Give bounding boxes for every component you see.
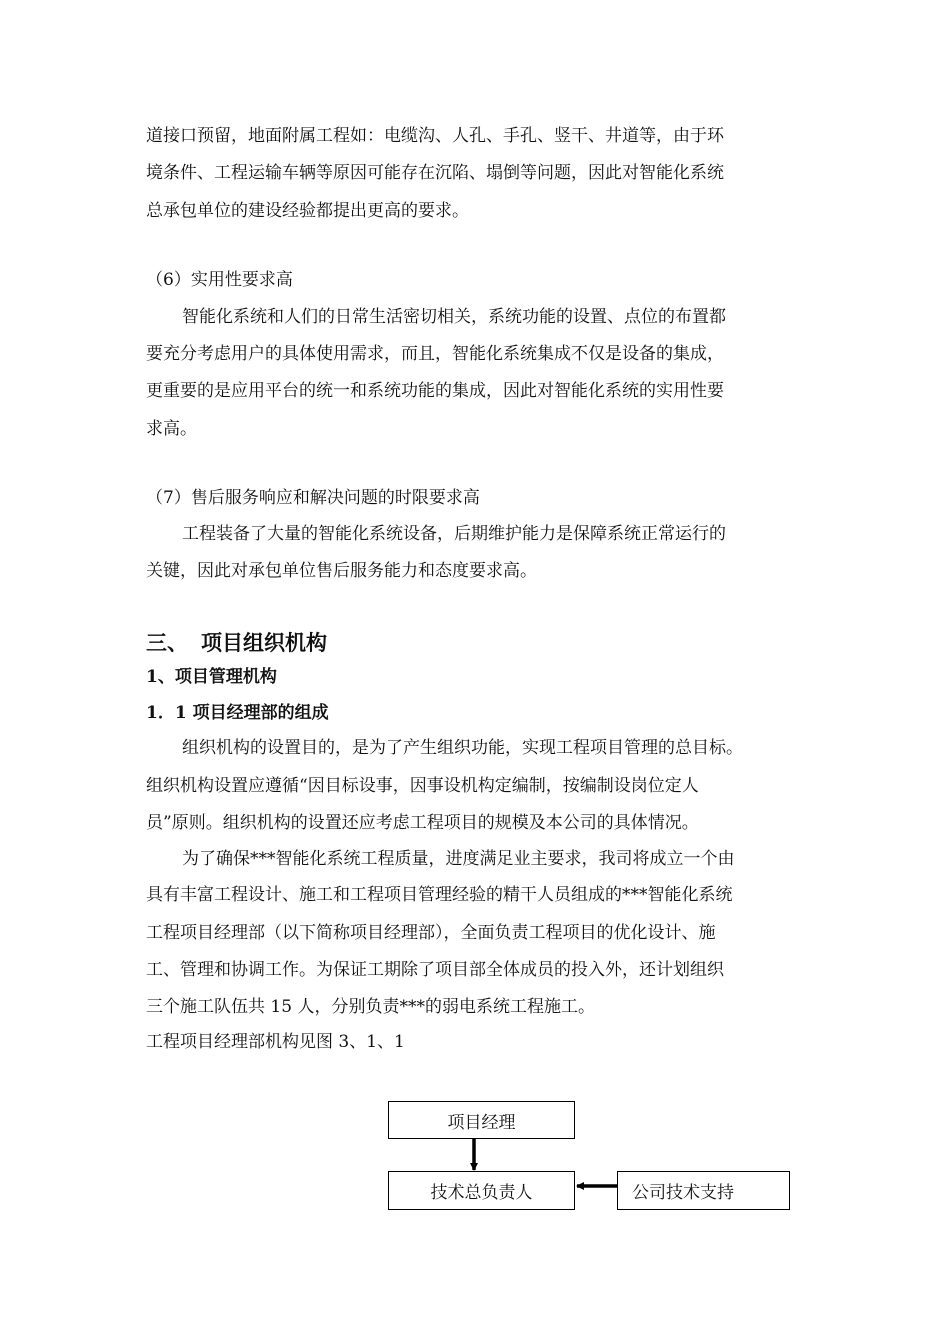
figure-reference: 工程项目经理部机构见图 3、1、1	[146, 1032, 405, 1052]
body-line: 智能化系统和人们的日常生活密切相关，系统功能的设置、点位的布置都	[182, 307, 726, 327]
subsubsection-heading: 1．1 项目经理部的组成	[146, 703, 329, 723]
body-line: 三个施工队伍共 15 人，分别负责***的弱电系统工程施工。	[146, 997, 595, 1017]
org-box-label: 技术总负责人	[430, 1183, 533, 1203]
chapter-title: 项目组织机构	[201, 630, 327, 655]
org-box-project-manager	[388, 1101, 575, 1139]
body-line: 道接口预留，地面附属工程如：电缆沟、人孔、手孔、竖干、井道等，由于环	[146, 126, 724, 146]
chapter-number: 三、	[146, 630, 188, 655]
body-line: 组织机构设置应遵循“因目标设事，因事设机构定编制，按编制设岗位定人	[146, 776, 699, 796]
body-line: 为了确保***智能化系统工程质量，进度满足业主要求，我司将成立一个由	[182, 849, 735, 869]
org-box-company-tech-support	[617, 1171, 790, 1210]
body-line: 关键，因此对承包单位售后服务能力和态度要求高。	[146, 561, 537, 581]
body-line: 具有丰富工程设计、施工和工程项目管理经验的精干人员组成的***智能化系统	[146, 885, 733, 905]
subsection-heading: 1、项目管理机构	[146, 667, 277, 687]
body-line: 境条件、工程运输车辆等原因可能存在沉陷、塌倒等问题，因此对智能化系统	[146, 163, 724, 183]
body-line: 组织机构的设置目的，是为了产生组织功能，实现工程项目管理的总目标。	[182, 738, 743, 758]
body-line: 要充分考虑用户的具体使用需求，而且，智能化系统集成不仅是设备的集成，	[146, 344, 724, 364]
org-box-label: 公司技术支持	[632, 1183, 734, 1203]
org-box-technical-lead	[388, 1171, 575, 1210]
body-line: 工程装备了大量的智能化系统设备，后期维护能力是保障系统正常运行的	[182, 524, 726, 544]
section-heading-6: （6）实用性要求高	[146, 270, 293, 290]
body-line: 求高。	[146, 419, 197, 439]
body-line: 工、管理和协调工作。为保证工期除了项目部全体成员的投入外，还计划组织	[146, 960, 724, 980]
org-box-label: 项目经理	[447, 1112, 516, 1133]
body-line: 总承包单位的建设经验都提出更高的要求。	[146, 201, 469, 221]
body-line: 工程项目经理部（以下简称项目经理部），全面负责工程项目的优化设计、施	[146, 923, 716, 943]
body-line: 更重要的是应用平台的统一和系统功能的集成，因此对智能化系统的实用性要	[146, 381, 724, 401]
body-line: 员”原则。组织机构的设置还应考虑工程项目的规模及本公司的具体情况。	[146, 813, 699, 833]
section-heading-7: （7）售后服务响应和解决问题的时限要求高	[146, 488, 480, 508]
